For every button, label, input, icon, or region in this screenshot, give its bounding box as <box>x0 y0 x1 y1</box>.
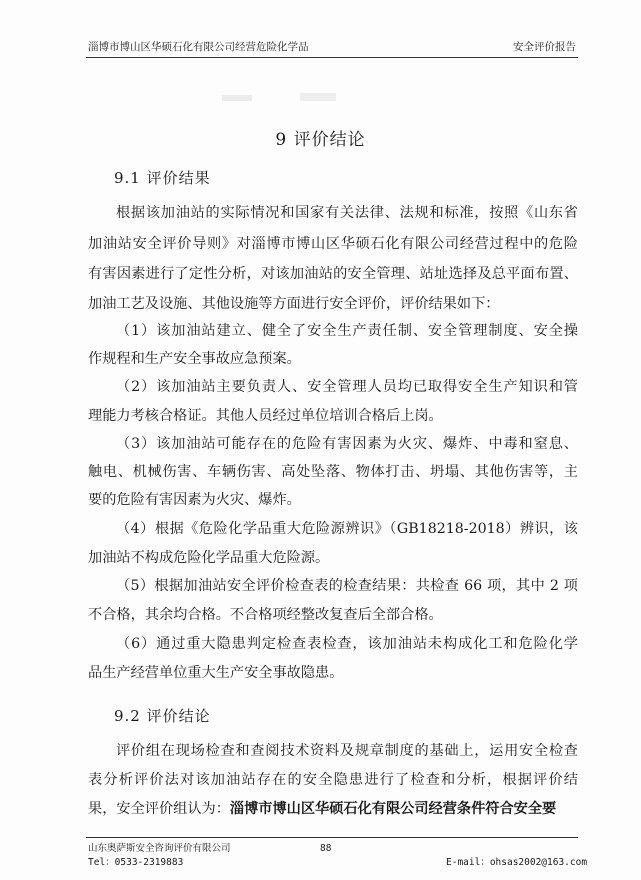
chapter-title: 9 评价结论 <box>275 130 366 150</box>
result-item-6-line: （6）通过重大隐患判定检查表检查，该加油站未构成化工和危险化学 <box>116 636 578 652</box>
result-item-6-line: 品生产经营单位重大生产安全事故隐患。 <box>88 665 344 681</box>
result-item-1-line: 作规程和生产安全事故应急预案。 <box>88 351 301 367</box>
header-left-text: 淄博市博山区华硕石化有限公司经营危险化学品 <box>88 41 309 53</box>
paragraph-line: 根据该加油站的实际情况和国家有关法律、法规和标准，按照《山东省 <box>116 205 578 221</box>
footer-rule <box>86 837 578 838</box>
paragraph-line: 加油工艺及设施、其他设施等方面进行安全评价，评价结果如下： <box>88 296 500 312</box>
footer-company: 山东奥萨斯安全咨询评价有限公司 <box>88 843 231 854</box>
scan-artifact <box>222 95 252 101</box>
result-item-3-line: 要的危险有害因素为火灾、爆炸。 <box>88 492 301 508</box>
footer-email: E-mail：ohsas2002@163.com <box>446 857 588 868</box>
section-heading-9-2: 9.2 评价结论 <box>114 707 211 725</box>
result-item-5-line: （5）根据加油站安全评价检查表的检查结果：共检查 66 项，其中 2 项 <box>116 578 578 594</box>
page-number: 88 <box>320 843 332 854</box>
result-item-4-line: （4）根据《危险化学品重大危险源辨识》（GB18218-2018）辨识，该 <box>116 521 578 537</box>
conclusion-line: 评价组在现场检查和查阅技术资料及规章制度的基础上，运用安全检查 <box>116 743 578 759</box>
result-item-1-line: （1）该加油站建立、健全了安全生产责任制、安全管理制度、安全操 <box>116 323 578 339</box>
result-item-5-line: 不合格，其余均合格。不合格项经整改复查后全部合格。 <box>88 607 443 623</box>
footer-tel: Tel：0533-2319883 <box>88 857 184 868</box>
header-right-text: 安全评价报告 <box>513 41 576 53</box>
conclusion-line: 表分析评价法对该加油站存在的安全隐患进行了检查和分析，根据评价结 <box>88 772 578 788</box>
result-item-2-line: 理能力考核合格证。其他人员经过单位培训合格后上岗。 <box>88 408 443 424</box>
result-item-2-line: （2）该加油站主要负责人、安全管理人员均已取得安全生产知识和管 <box>116 379 578 395</box>
paragraph-line: 加油站安全评价导则》对淄博市博山区华硕石化有限公司经营过程中的危险 <box>88 236 578 252</box>
section-heading-9-1: 9.1 评价结果 <box>114 169 211 187</box>
scan-artifact <box>300 93 336 101</box>
conclusion-lead: 果，安全评价组认为： <box>88 801 230 817</box>
conclusion-line <box>88 799 578 819</box>
paragraph-line: 有害因素进行了定性分析，对该加油站的安全管理、站址选择及总平面布置、 <box>88 266 578 282</box>
result-item-3-line: 触电、机械伤害、车辆伤害、高处坠落、物体打击、坍塌、其他伤害等，主 <box>88 464 578 480</box>
conclusion-bold-statement: 淄博市博山区华硕石化有限公司经营条件符合安全要 <box>229 801 557 817</box>
result-item-3-line: （3）该加油站可能存在的危险有害因素为火灾、爆炸、中毒和窒息、 <box>116 436 578 452</box>
header-rule <box>86 57 578 58</box>
result-item-4-line: 加油站不构成危险化学品重大危险源。 <box>88 550 330 566</box>
